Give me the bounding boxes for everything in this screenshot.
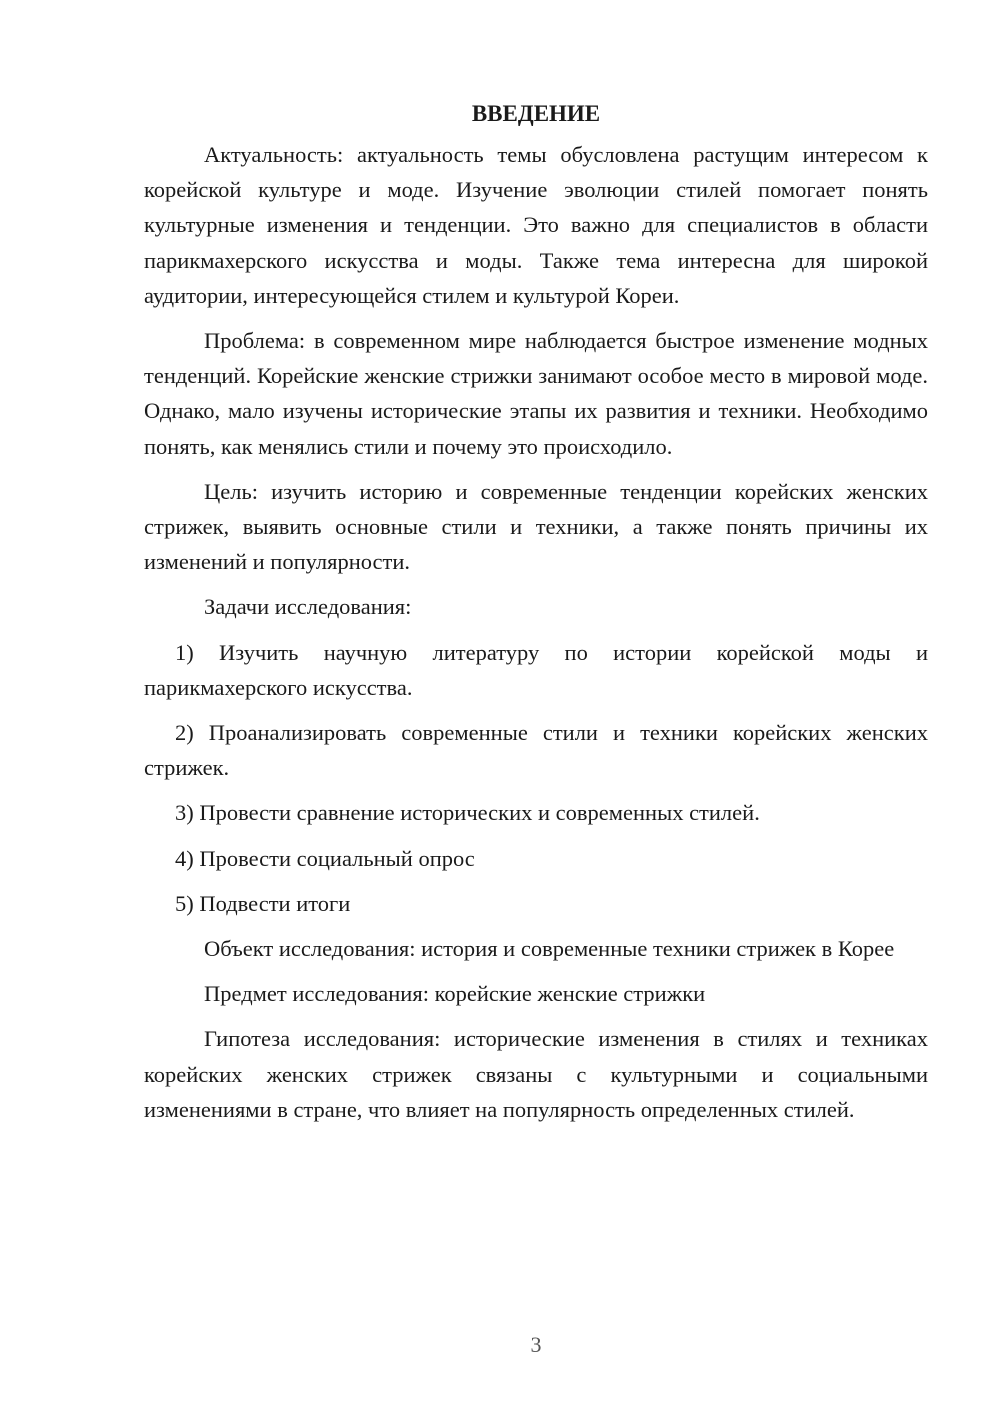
page-title: ВВЕДЕНИЕ <box>471 101 601 126</box>
task-item-2: 2) Проанализировать современные стили и техники корейских женских стрижек. <box>144 720 928 781</box>
page-number: 3 <box>530 1332 542 1357</box>
relevance-paragraph: Актуальность: актуальность темы обусловлена растущим интересом к корейской культуре и моде. Изучение эволюции стилей помогает понять культурные изменения и тенденции. Это важно для специалистов в области парикмахерского искусства и моды. Также тема интересна для широкой аудитории, интересующейся стилем и культурой Кореи. <box>144 142 928 308</box>
goal-paragraph: Цель: изучить историю и современные тенденции корейских женских стрижек, выявить основные стили и техники, а также понять причины их изменений и популярности. <box>144 478 928 575</box>
object-paragraph: Объект исследования: история и современные техники стрижек в Корее <box>204 936 895 962</box>
hypothesis-paragraph: Гипотеза исследования: исторические изменения в стилях и техниках корейских женских стрижек связаны с культурными и социальными изменениями в стране, что влияет на популярность определенных стилей. <box>144 1026 928 1122</box>
subject-paragraph: Предмет исследования: корейские женские стрижки <box>204 981 706 1007</box>
task-item-3: 3) Провести сравнение исторических и современных стилей. <box>175 800 760 826</box>
task-item-5: 5) Подвести итоги <box>175 890 351 916</box>
task-item-1: 1) Изучить научную литературу по истории корейской моды и парикмахерского искусства. <box>144 639 928 700</box>
problem-paragraph: Проблема: в современном мире наблюдается быстрое изменение модных тенденций. Корейские женские стрижки занимают особое место в мировой моде. Однако, мало изучены исторические этапы их развития и техники. Необходимо понять, как менялись стили и почему это происходило. <box>144 328 928 459</box>
task-item-4: 4) Провести социальный опрос <box>175 845 475 871</box>
tasks-heading: Задачи исследования: <box>204 594 412 620</box>
page-content <box>144 96 928 1137</box>
